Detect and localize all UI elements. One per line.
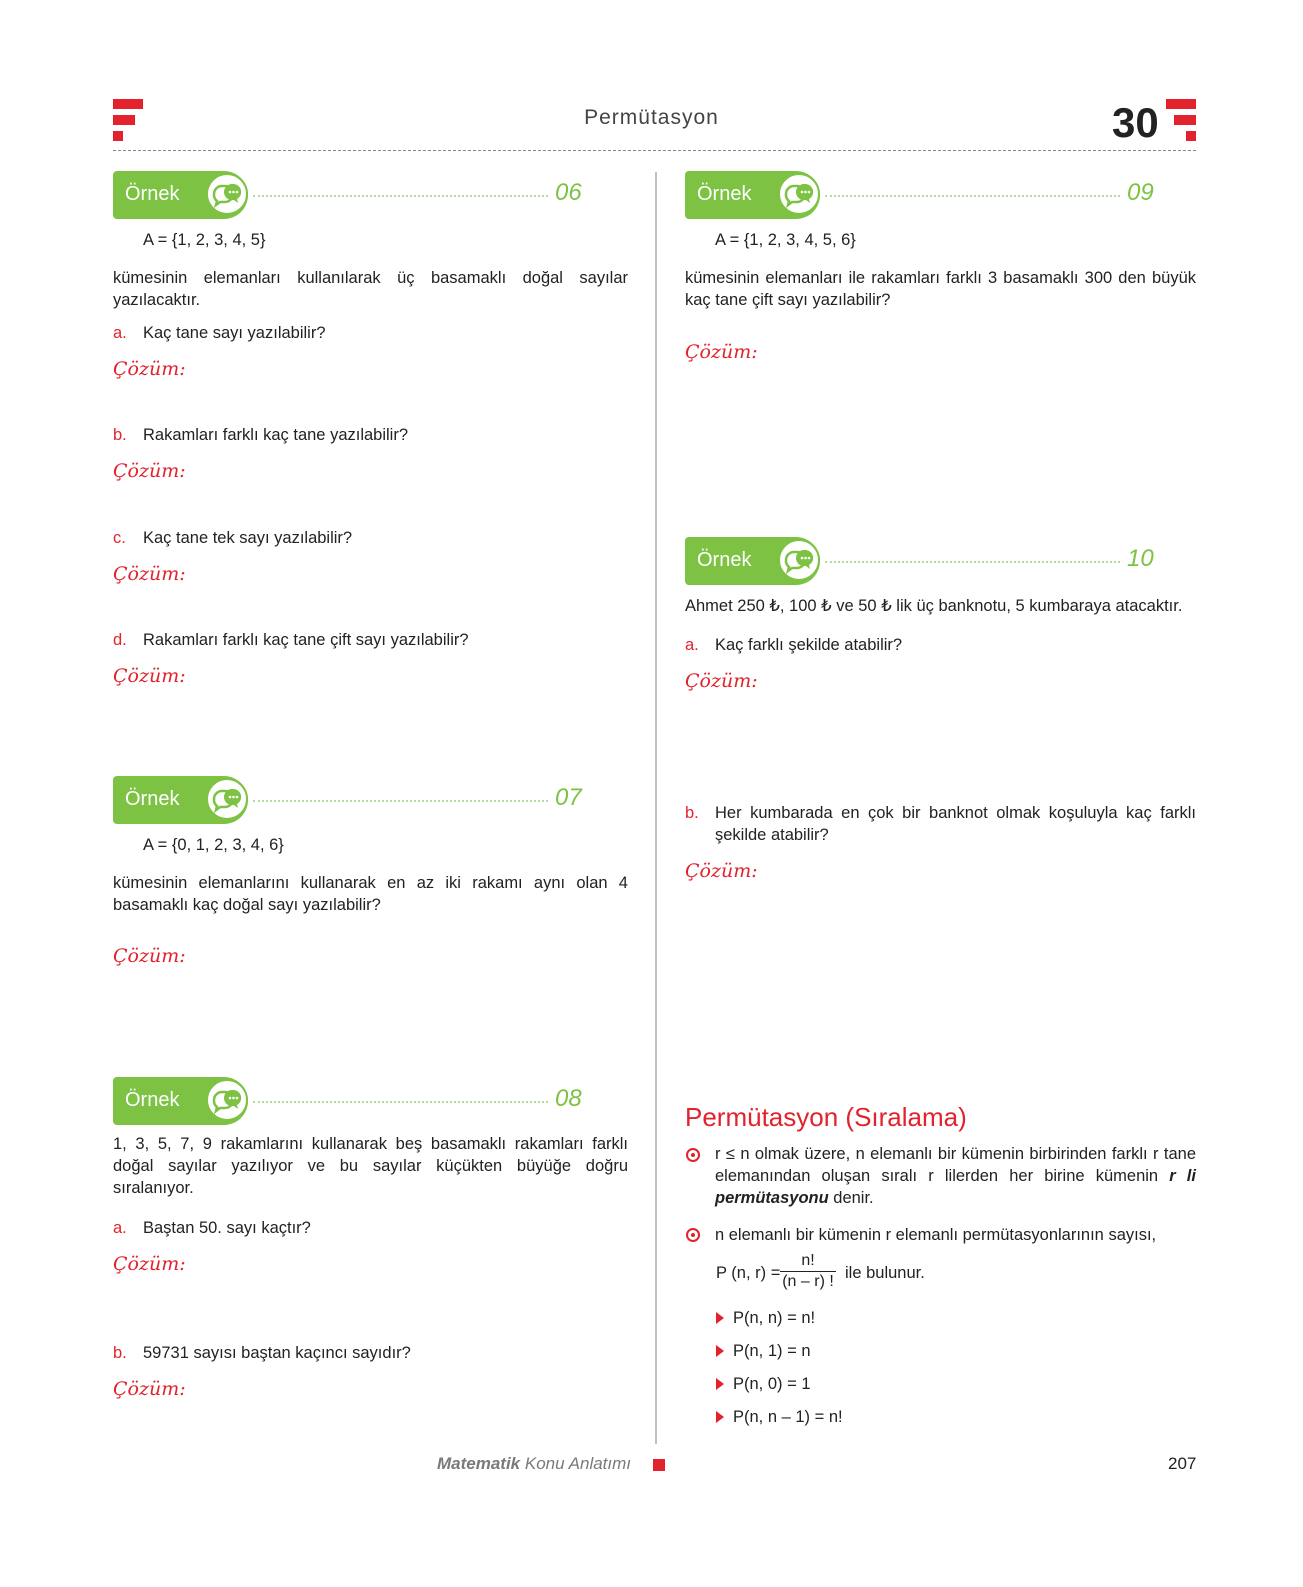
publisher-logo-right <box>1166 99 1196 141</box>
problem-text: Ahmet 250 ₺, 100 ₺ ve 50 ₺ lik üç banknotu, 5 kumbaraya atacaktır. <box>685 597 1183 615</box>
question-b: Rakamları farklı kaç tane yazılabilir? <box>143 426 409 444</box>
question-a: Kaç farklı şekilde atabilir? <box>715 636 903 654</box>
identity-item: P(n, n) = n! <box>733 1309 816 1327</box>
solution-label: Çözüm: <box>685 341 758 363</box>
set-definition: A = {0, 1, 2, 3, 4, 6} <box>143 836 284 854</box>
problem-text: 1, 3, 5, 7, 9 rakamlarını kullanarak beş basamaklı rakamları farklı doğal sayılar yazılıyor ve bu sayılar küçükten büyüğe doğru sıralanıyor. <box>113 1135 628 1197</box>
question-a: Baştan 50. sayı kaçtır? <box>143 1219 311 1237</box>
solution-label: Çözüm: <box>113 563 186 585</box>
formula-fraction <box>780 1251 836 1292</box>
section-title: Permütasyon (Sıralama) <box>685 1102 967 1132</box>
chapter-number: 30 <box>1112 99 1159 146</box>
identity-item: P(n, 1) = n <box>733 1342 811 1360</box>
example-badge-08: Örnek 08 <box>113 1077 603 1125</box>
problem-text: kümesinin elemanlarını kullanarak en az iki rakamı aynı olan 4 basamaklı kaç doğal sayı yazılabilir? <box>113 874 628 914</box>
speech-bubble-icon <box>206 778 248 820</box>
solution-label: Çözüm: <box>113 358 186 380</box>
page-title: Permütasyon <box>584 106 719 129</box>
formula-lhs: P (n, r) = <box>716 1264 781 1282</box>
question-b-label: b. <box>113 426 127 444</box>
triangle-bullet-icon <box>716 1345 724 1357</box>
column-divider <box>655 172 657 1444</box>
set-definition: A = {1, 2, 3, 4, 5, 6} <box>715 231 856 249</box>
footer-book-title: Matematik Konu Anlatımı <box>437 1454 632 1473</box>
definition-text: r ≤ n olmak üzere, n elemanlı bir kümenin birbirinden farklı r tane elemanından oluşan sıralı r lilerden her birine kümenin r li permütasyonu denir. <box>715 1145 1196 1207</box>
solution-label: Çözüm: <box>685 860 758 882</box>
triangle-bullet-icon <box>716 1411 724 1423</box>
speech-bubble-icon <box>206 173 248 215</box>
question-a-label: a. <box>685 636 699 654</box>
identity-item: P(n, n – 1) = n! <box>733 1408 843 1426</box>
problem-text: kümesinin elemanları kullanılarak üç basamaklı doğal sayılar yazılacaktır. <box>113 269 628 309</box>
question-a: Kaç tane sayı yazılabilir? <box>143 324 326 342</box>
page-number: 207 <box>1168 1454 1197 1473</box>
example-badge-07: Örnek 07 <box>113 776 603 824</box>
formula-denominator: (n – r) ! <box>782 1273 834 1290</box>
problem-text: kümesinin elemanları ile rakamları farklı 3 basamaklı 300 den büyük kaç tane çift sayı yazılabilir? <box>685 269 1196 309</box>
example-badge-09: Örnek 09 <box>685 171 1175 219</box>
question-b-label: b. <box>685 804 699 822</box>
question-d-label: d. <box>113 631 127 649</box>
bullet-ring-icon <box>686 1228 700 1242</box>
question-d: Rakamları farklı kaç tane çift sayı yazılabilir? <box>143 631 469 649</box>
triangle-bullet-icon <box>716 1312 724 1324</box>
set-definition: A = {1, 2, 3, 4, 5} <box>143 231 266 249</box>
triangle-bullet-icon <box>716 1378 724 1390</box>
solution-label: Çözüm: <box>113 665 186 687</box>
question-b-label: b. <box>113 1344 127 1362</box>
header-divider <box>113 150 1196 151</box>
formula-tail: ile bulunur. <box>845 1264 925 1282</box>
solution-label: Çözüm: <box>113 1378 186 1400</box>
solution-label: Çözüm: <box>113 945 186 967</box>
example-badge-10: Örnek 10 <box>685 537 1175 585</box>
question-b: 59731 sayısı baştan kaçıncı sayıdır? <box>143 1344 411 1362</box>
footer-marker <box>653 1459 665 1471</box>
solution-label: Çözüm: <box>685 670 758 692</box>
identity-item: P(n, 0) = 1 <box>733 1375 811 1393</box>
bullet-ring-icon <box>686 1148 700 1162</box>
question-b: Her kumbarada en çok bir banknot olmak koşuluyla kaç farklı şekilde atabilir? <box>715 804 1196 844</box>
solution-label: Çözüm: <box>113 460 186 482</box>
formula-numerator: n! <box>780 1251 836 1272</box>
question-c-label: c. <box>113 529 126 547</box>
speech-bubble-icon <box>206 1079 248 1121</box>
question-a-label: a. <box>113 324 127 342</box>
question-c: Kaç tane tek sayı yazılabilir? <box>143 529 353 547</box>
example-badge-06: Örnek 06 <box>113 171 603 219</box>
formula-intro: n elemanlı bir kümenin r elemanlı permütasyonlarının sayısı, <box>715 1226 1157 1244</box>
question-a-label: a. <box>113 1219 127 1237</box>
speech-bubble-icon <box>778 539 820 581</box>
solution-label: Çözüm: <box>113 1253 186 1275</box>
speech-bubble-icon <box>778 173 820 215</box>
